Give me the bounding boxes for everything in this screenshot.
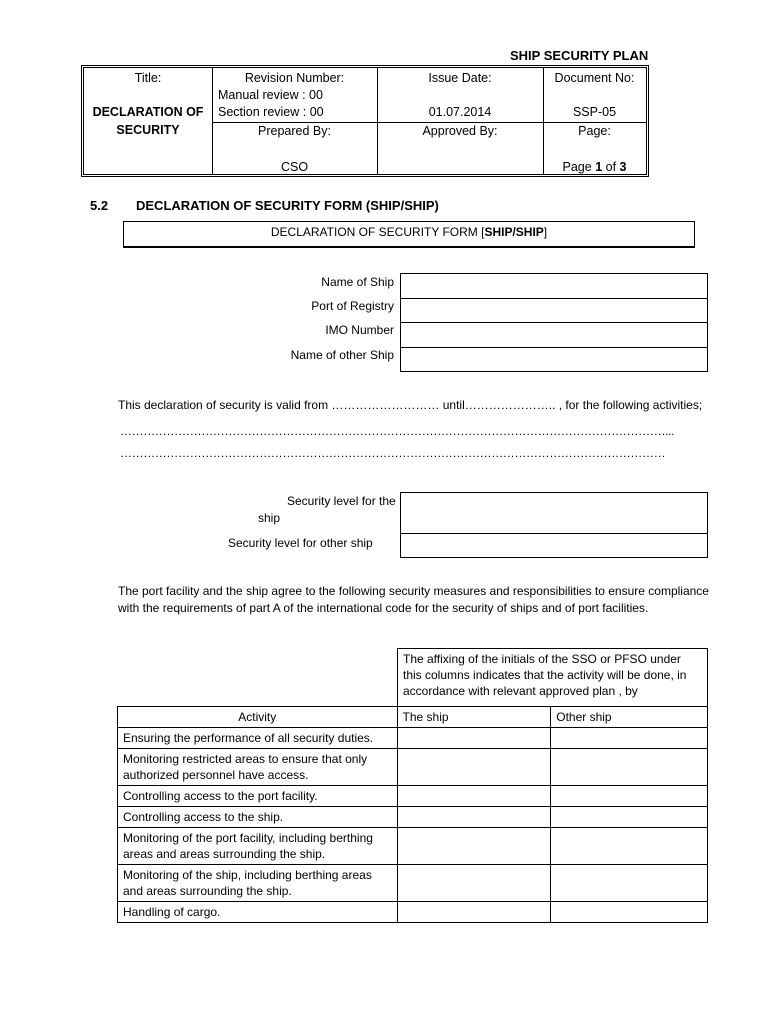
page-label: Page: [578,124,611,138]
validity-statement: This declaration of security is valid from ……………………… until………………….. , for the following activities; [118,398,703,412]
table-row [118,865,708,902]
activity-cell: Ensuring the performance of all security duties. [118,728,398,749]
page-number: Page 1 of 3 [562,160,627,174]
other-ship-header: Other ship [551,707,708,728]
document-no: SSP-05 [572,105,617,119]
table-row [118,786,708,807]
port-of-registry-field[interactable] [401,298,708,323]
activities-line-2: …………………………………………………………………………………………………………………………… [120,446,666,460]
imo-number-field[interactable] [401,323,708,348]
other-ship-initials-cell[interactable] [551,865,708,902]
other-ship-initials-cell[interactable] [551,749,708,786]
the-ship-header: The ship [397,707,551,728]
name-of-ship-field[interactable] [401,274,708,299]
the-ship-initials-cell[interactable] [397,865,551,902]
form-title: DECLARATION OF SECURITY FORM [SHIP/SHIP] [123,221,695,247]
table-row [118,749,708,786]
title-label: Title: [134,71,162,85]
security-level-table [400,492,708,558]
other-ship-initials-cell[interactable] [551,902,708,923]
document-no-label: Document No: [554,71,635,85]
section-review: Section review : 00 [218,105,324,119]
revision-label: Revision Number: [244,71,345,85]
section-title: DECLARATION OF SECURITY FORM (SHIP/SHIP) [136,198,439,213]
table-row [118,807,708,828]
prepared-by-value: CSO [280,160,309,174]
initials-note: The affixing of the initials of the SSO or PFSO under this columns indicates that the activity will be done, in accordance with relevant approved plan , by [397,648,708,706]
security-level-other-ship-label: Security level for other ship [228,536,373,550]
port-of-registry-label: Port of Registry [311,299,394,313]
name-of-other-ship-field[interactable] [401,347,708,372]
other-ship-initials-cell[interactable] [551,807,708,828]
security-level-other-ship-field[interactable] [401,534,708,558]
name-of-other-ship-label: Name of other Ship [290,348,394,362]
other-ship-initials-cell[interactable] [551,728,708,749]
activity-cell: Monitoring of the ship, including berthing areas and areas surrounding the ship. [118,865,398,902]
activity-cell: Monitoring restricted areas to ensure that only authorized personnel have access. [118,749,398,786]
the-ship-initials-cell[interactable] [397,807,551,828]
document-header-table [81,65,649,177]
activities-line-1: ……………………………………………………………………………………………………………………………... [120,424,675,438]
the-ship-initials-cell[interactable] [397,749,551,786]
other-ship-initials-cell[interactable] [551,786,708,807]
table-row [118,902,708,923]
the-ship-initials-cell[interactable] [397,828,551,865]
security-level-ship-label-line2: ship [258,511,281,525]
issue-date-label: Issue Date: [428,71,492,85]
other-ship-initials-cell[interactable] [551,828,708,865]
the-ship-initials-cell[interactable] [397,902,551,923]
agreement-paragraph: The port facility and the ship agree to the following security measures and responsibilities to ensure compliance with the requirements of part A of the international code for the security of ships and of port facilities. [118,584,709,615]
activity-cell: Controlling access to the port facility. [118,786,398,807]
ship-details-table [400,273,708,372]
activity-header: Activity [118,707,398,728]
table-row [118,728,708,749]
title-value-line1: DECLARATION OF [92,105,204,119]
plan-title: SHIP SECURITY PLAN [510,48,649,63]
title-value-line2: SECURITY [116,123,180,137]
security-level-ship-label-line1: Security level for the [287,494,396,508]
imo-number-label: IMO Number [325,323,394,337]
security-level-ship-field[interactable] [401,493,708,534]
section-number: 5.2 [90,198,109,213]
name-of-ship-label: Name of Ship [321,275,394,289]
table-row [118,828,708,865]
activity-table [117,706,708,923]
the-ship-initials-cell[interactable] [397,728,551,749]
activity-cell: Controlling access to the ship. [118,807,398,828]
activity-cell: Handling of cargo. [118,902,398,923]
approved-by-label: Approved By: [422,124,498,138]
issue-date: 01.07.2014 [428,105,492,119]
manual-review: Manual review : 00 [218,88,323,102]
prepared-by-label: Prepared By: [258,124,331,138]
activity-cell: Monitoring of the port facility, including berthing areas and areas surrounding the ship. [118,828,398,865]
activity-table-header [118,707,708,728]
the-ship-initials-cell[interactable] [397,786,551,807]
